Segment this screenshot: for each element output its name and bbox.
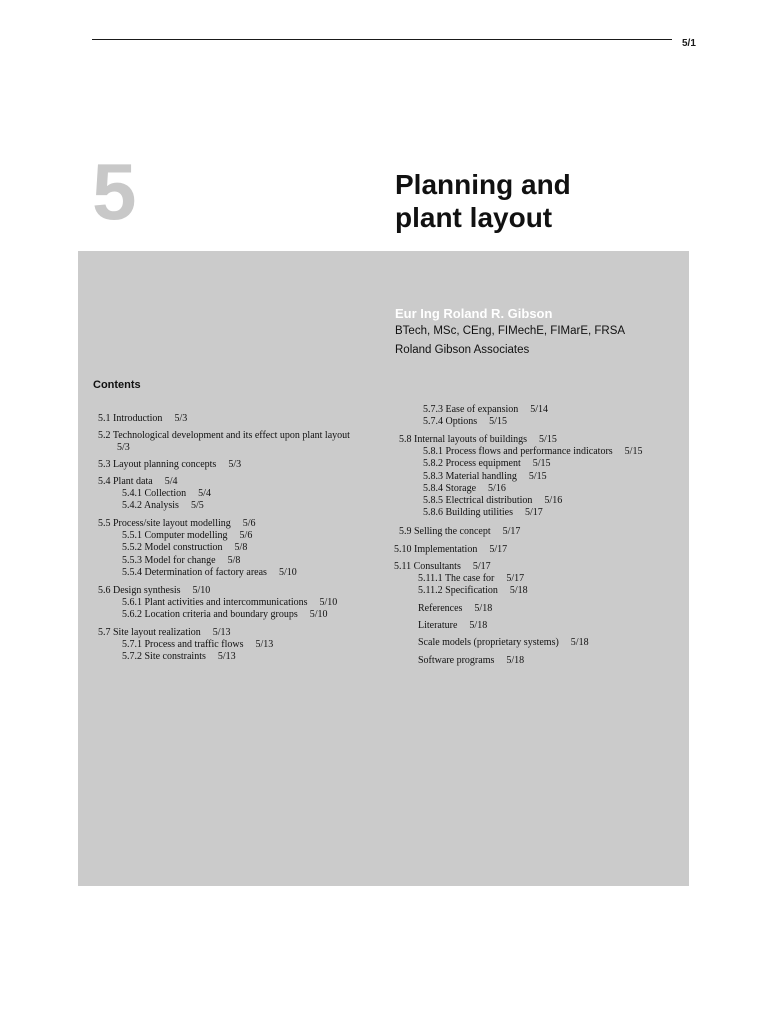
toc-entry-text: 5.8 Internal layouts of buildings	[399, 434, 528, 445]
toc-entry-text: Scale models (proprietary systems)	[418, 637, 559, 648]
toc-entry-text: 5.3 Layout planning concepts	[98, 459, 217, 470]
toc-entry-text: 5.4.1 Collection	[122, 488, 187, 499]
toc-entry-page: 5/15	[624, 446, 643, 457]
toc-entry[interactable]	[423, 483, 506, 495]
toc-entry-text: 5.8.1 Process flows and performance indicators	[423, 446, 613, 457]
toc-entry-text: 5.5.2 Model construction	[122, 542, 223, 553]
toc-entry-page: 5/5	[190, 500, 204, 511]
toc-entry-page: 5/18	[506, 655, 525, 666]
toc-entry-text: References	[418, 603, 463, 614]
toc-entry-page: 5/4	[164, 476, 178, 487]
toc-entry[interactable]	[98, 430, 350, 442]
toc-entry[interactable]	[423, 458, 551, 470]
toc-entry[interactable]	[98, 413, 187, 425]
toc-entry[interactable]	[122, 488, 211, 500]
toc-entry-text: 5.11.1 The case for	[418, 573, 495, 584]
toc-entry-text: 5.6.1 Plant activities and intercommunications	[122, 597, 308, 608]
toc-entry-page: 5/15	[532, 458, 551, 469]
contents-heading: Contents	[93, 379, 141, 391]
toc-entry-text: 5.7.1 Process and traffic flows	[122, 639, 244, 650]
toc-entry[interactable]	[418, 620, 487, 632]
toc-entry[interactable]	[122, 530, 252, 542]
toc-entry-page: 5/18	[509, 585, 528, 596]
toc-entry-text: 5.8.2 Process equipment	[423, 458, 521, 469]
toc-entry-text: 5.5.3 Model for change	[122, 555, 216, 566]
toc-entry-page: 5/13	[217, 651, 236, 662]
toc-entry-page: 5/15	[489, 416, 507, 427]
toc-entry-text: Software programs	[418, 655, 495, 666]
toc-entry-page: 5/16	[488, 483, 506, 494]
toc-entry[interactable]	[122, 609, 328, 621]
toc-entry-text: 5.8.6 Building utilities	[423, 507, 514, 518]
toc-entry[interactable]	[98, 627, 231, 639]
toc-entry[interactable]	[394, 544, 507, 556]
toc-entry-text: 5.5.1 Computer modelling	[122, 530, 228, 541]
toc-entry-page: 5/10	[278, 567, 297, 578]
toc-entry[interactable]	[423, 446, 642, 458]
toc-entry-text: 5.1 Introduction	[98, 413, 163, 424]
toc-entry-page: 5/17	[472, 561, 491, 572]
toc-entry[interactable]	[423, 404, 548, 416]
toc-entry-page: 5/17	[506, 573, 525, 584]
toc-entry-continuation	[117, 442, 130, 454]
toc-entry-text: 5.8.4 Storage	[423, 483, 477, 494]
toc-entry-page: 5/3	[174, 413, 188, 424]
chapter-number: 5	[92, 147, 137, 236]
toc-entry-page: 5/17	[489, 544, 508, 555]
toc-entry[interactable]	[122, 639, 273, 651]
toc-entry-text: 5.6.2 Location criteria and boundary groups	[122, 609, 298, 620]
author-qualifications: BTech, MSc, CEng, FIMechE, FIMarE, FRSA	[395, 325, 626, 337]
toc-entry-text: 5.11 Consultants	[394, 561, 461, 572]
page-number: 5/1	[682, 38, 696, 49]
toc-entry-page: 5/18	[474, 603, 493, 614]
toc-entry-page: 5/8	[234, 542, 248, 553]
header-rule	[92, 39, 672, 40]
chapter-title	[395, 168, 571, 234]
toc-entry-text: 5.7.3 Ease of expansion	[423, 404, 519, 415]
toc-entry-text: 5.2 Technological development and its effect upon plant layout	[98, 430, 350, 441]
toc-entry-page: 5/10	[192, 585, 211, 596]
toc-entry-page: 5/4	[198, 488, 211, 499]
toc-entry[interactable]	[122, 651, 236, 663]
toc-entry-text: 5.5 Process/site layout modelling	[98, 518, 231, 529]
toc-entry-page: 5/8	[227, 555, 241, 566]
toc-entry-page: 5/3	[117, 442, 130, 453]
toc-entry[interactable]	[418, 603, 492, 615]
toc-entry-text: 5.7.4 Options	[423, 416, 478, 427]
chapter-title-line2: plant layout	[395, 202, 553, 233]
toc-entry-page: 5/6	[239, 530, 253, 541]
toc-entry-text: 5.9 Selling the concept	[399, 526, 491, 537]
toc-entry[interactable]	[122, 500, 204, 512]
toc-entry-page: 5/6	[242, 518, 256, 529]
toc-entry[interactable]	[423, 495, 562, 507]
author-block	[395, 305, 625, 360]
toc-entry-page: 5/14	[530, 404, 549, 415]
toc-entry[interactable]	[394, 561, 491, 573]
toc-entry-page: 5/18	[469, 620, 488, 631]
toc-entry-page: 5/15	[539, 434, 557, 445]
toc-entry[interactable]	[418, 585, 528, 597]
author-affiliation: Roland Gibson Associates	[395, 344, 530, 356]
toc-entry-text: 5.4 Plant data	[98, 476, 153, 487]
toc-entry[interactable]	[122, 567, 297, 579]
toc-entry[interactable]	[423, 507, 543, 519]
toc-entry[interactable]	[98, 585, 210, 597]
author-name: Eur Ing Roland R. Gibson	[395, 306, 553, 321]
toc-entry-text: 5.7.2 Site constraints	[122, 651, 206, 662]
toc-entry[interactable]	[122, 597, 337, 609]
toc-entry-text: 5.6 Design synthesis	[98, 585, 181, 596]
toc-entry[interactable]	[122, 555, 240, 567]
toc-entry[interactable]	[122, 542, 247, 554]
toc-entry-text: 5.4.2 Analysis	[122, 500, 179, 511]
chapter-title-line1: Planning and	[395, 169, 571, 200]
toc-entry-page: 5/15	[528, 471, 547, 482]
toc-entry-page: 5/3	[228, 459, 242, 470]
toc-entry-text: 5.8.3 Material handling	[423, 471, 517, 482]
toc-entry-page: 5/18	[570, 637, 589, 648]
toc-entry[interactable]	[399, 434, 557, 446]
toc-entry-text: 5.11.2 Specification	[418, 585, 498, 596]
toc-entry-page: 5/17	[502, 526, 521, 537]
toc-entry-text: Literature	[418, 620, 458, 631]
toc-entry-page: 5/16	[544, 495, 563, 506]
toc-entry[interactable]	[423, 416, 507, 428]
toc-entry-page: 5/17	[525, 507, 543, 518]
toc-entry-page: 5/13	[212, 627, 231, 638]
toc-entry[interactable]	[418, 655, 524, 667]
toc-entry-text: 5.5.4 Determination of factory areas	[122, 567, 267, 578]
toc-entry-text: 5.10 Implementation	[394, 544, 478, 555]
toc-entry-text: 5.8.5 Electrical distribution	[423, 495, 533, 506]
toc-entry-page: 5/10	[309, 609, 328, 620]
toc-entry[interactable]	[98, 518, 256, 530]
toc-entry-text: 5.7 Site layout realization	[98, 627, 201, 638]
toc-entry[interactable]	[418, 637, 589, 649]
toc-entry[interactable]	[418, 573, 524, 585]
toc-entry[interactable]	[399, 526, 520, 538]
toc-entry[interactable]	[98, 476, 178, 488]
toc-entry[interactable]	[98, 459, 241, 471]
toc-entry-page: 5/10	[319, 597, 338, 608]
toc-entry-page: 5/13	[255, 639, 274, 650]
toc-entry[interactable]	[423, 471, 547, 483]
